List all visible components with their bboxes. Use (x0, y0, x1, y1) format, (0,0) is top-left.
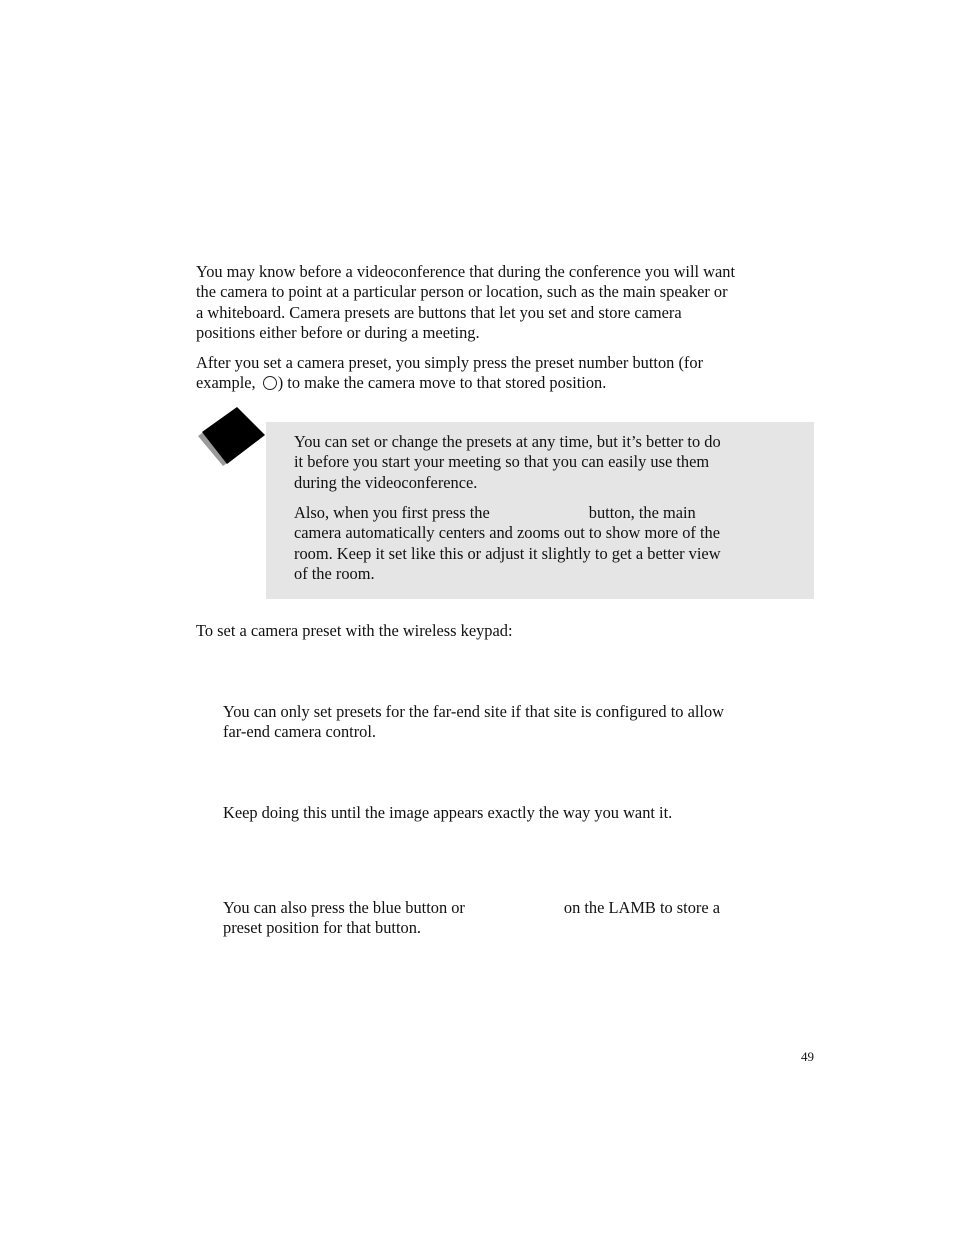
step-note-line: preset position for that button. (223, 918, 422, 938)
step-note-text-after: on the LAMB to store a (563, 898, 721, 917)
after-paragraph (196, 353, 816, 394)
note-line (294, 503, 794, 523)
note-line: camera automatically centers and zooms out to show more of the (294, 523, 721, 543)
after-line (196, 373, 816, 393)
note-paragraph-2 (294, 503, 794, 584)
intro-line: a whiteboard. Camera presets are buttons that let you set and store camera (196, 302, 682, 322)
steps-intro (196, 621, 816, 641)
after-text-after: ) to make the camera move to that stored position. (277, 373, 607, 393)
note-text-after: button, the main (588, 503, 696, 522)
note-diamond-icon (196, 406, 268, 470)
step-note-text-before: You can also press the blue button or (223, 898, 465, 917)
note-text-before: Also, when you first press the (294, 503, 490, 522)
preset-button-icon (263, 376, 277, 390)
note-line: it before you start your meeting so that you can easily use them (294, 452, 710, 472)
note-line: room. Keep it set like this or adjust it slightly to get a better view (294, 543, 721, 563)
note-line: of the room. (294, 563, 375, 583)
intro-line: positions either before or during a meeting. (196, 322, 480, 342)
step-note-2 (223, 803, 813, 823)
note-paragraph-1 (294, 432, 794, 493)
step-note-line: You can only set presets for the far-end site if that site is configured to allow (223, 702, 724, 721)
note-line: You can set or change the presets at any time, but it’s better to do (294, 432, 721, 451)
intro-line: the camera to point at a particular person or location, such as the main speaker or (196, 282, 728, 302)
steps-intro-text: To set a camera preset with the wireless keypad: (196, 621, 513, 640)
page-number: 49 (801, 1049, 814, 1064)
after-text-before: example, (196, 373, 260, 393)
step-note-1 (223, 702, 813, 743)
intro-line: You may know before a videoconference that during the conference you will want (196, 262, 736, 281)
step-note-line (223, 898, 813, 918)
note-line: during the videoconference. (294, 472, 478, 492)
step-note-line: Keep doing this until the image appears exactly the way you want it. (223, 803, 673, 822)
intro-paragraph (196, 262, 816, 343)
step-note-line: far-end camera control. (223, 722, 377, 742)
after-line: After you set a camera preset, you simply press the preset number button (for (196, 353, 704, 372)
step-note-3 (223, 898, 813, 939)
